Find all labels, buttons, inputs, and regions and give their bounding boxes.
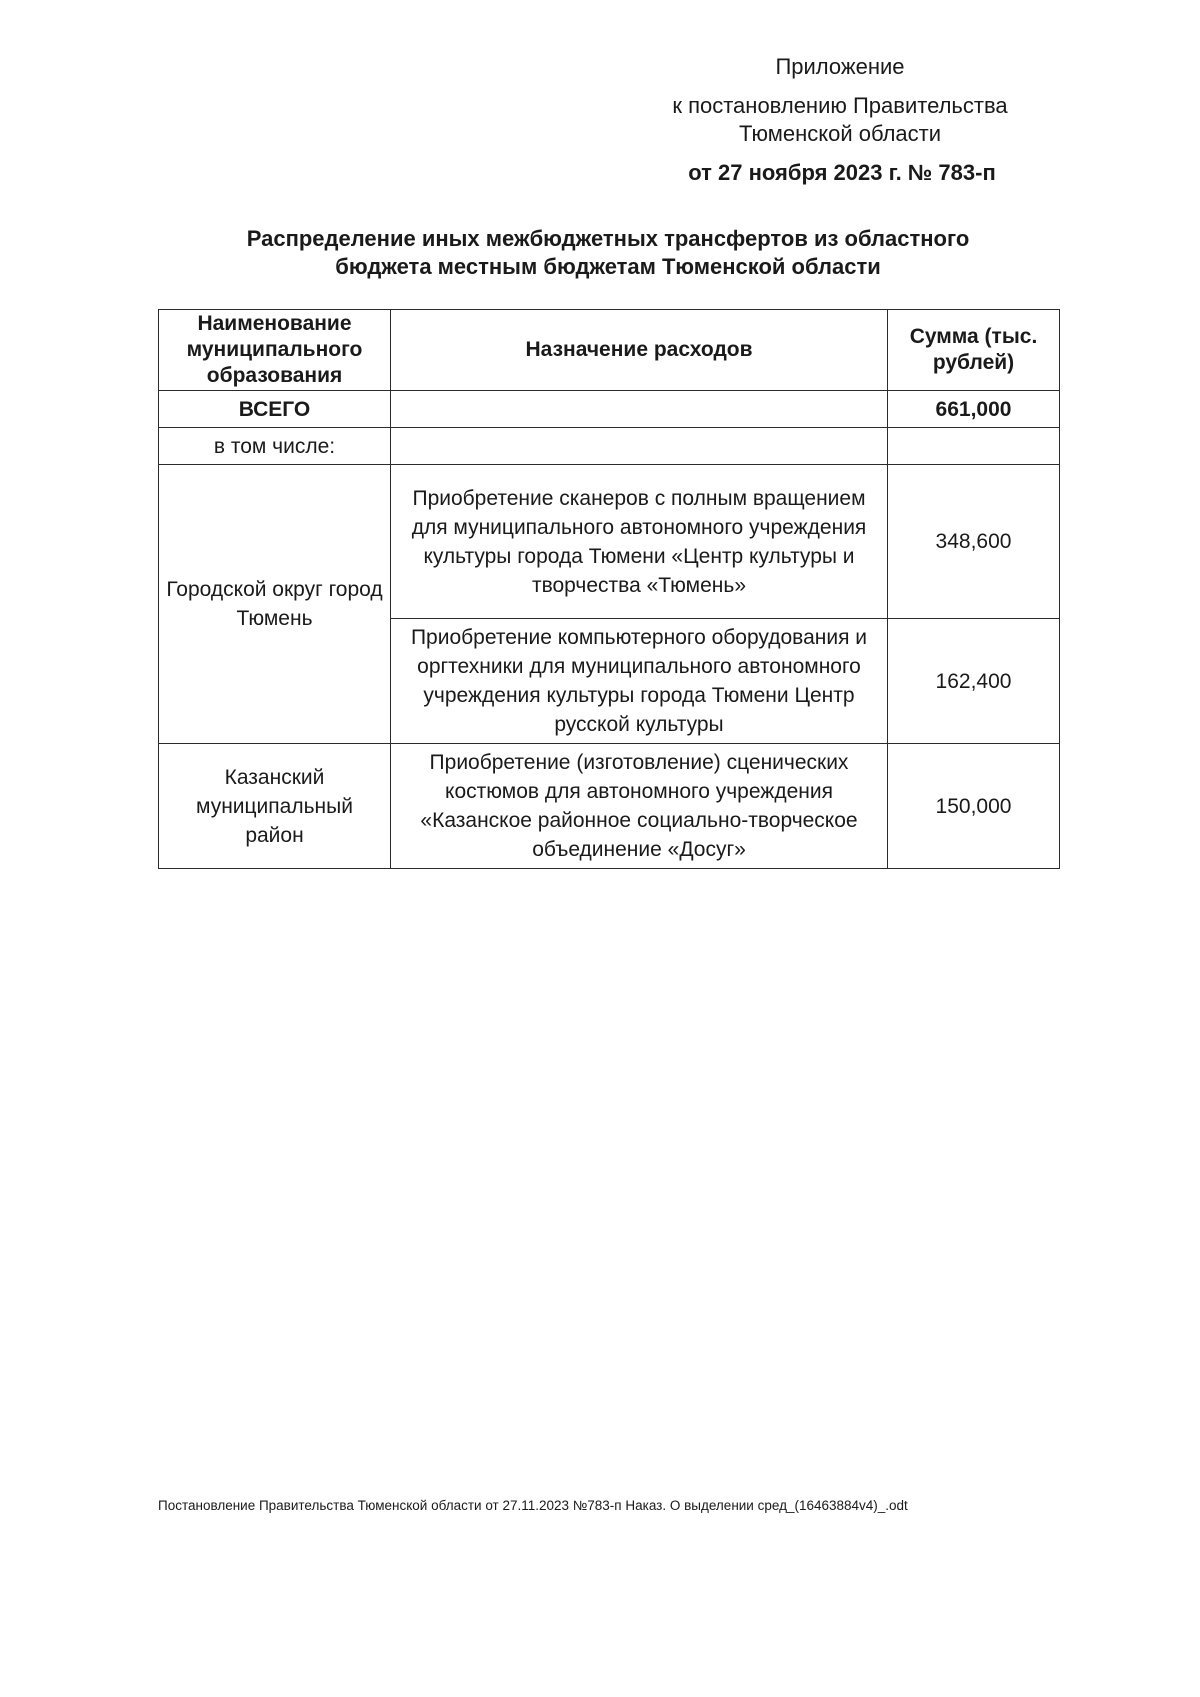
amount-cell: 162,400	[888, 619, 1060, 744]
total-amount: 661,000	[888, 391, 1060, 428]
municipality-tyumen: Городской округ город Тюмень	[159, 465, 391, 744]
header-purpose: Назначение расходов	[391, 310, 888, 391]
including-label: в том числе:	[159, 428, 391, 465]
title-line-2: бюджета местным бюджетам Тюменской области	[335, 254, 881, 279]
allocation-table	[158, 309, 1060, 869]
table-row	[159, 465, 1060, 619]
document-footer: Постановление Правительства Тюменской области от 27.11.2023 №783-п Наказ. О выделении сред_(16463884v4)_.odt	[158, 1498, 908, 1513]
header-municipality: Наименование муниципального образования	[159, 310, 391, 391]
appendix-label: Приложение	[775, 54, 905, 79]
total-label: ВСЕГО	[159, 391, 391, 428]
header-amount: Сумма (тыс. рублей)	[888, 310, 1060, 391]
municipality-kazansky: Казанский муниципальный район	[159, 744, 391, 869]
total-row	[159, 391, 1060, 428]
amount-cell: 150,000	[888, 744, 1060, 869]
purpose-cell: Приобретение сканеров с полным вращением для муниципального автономного учреждения культуры города Тюмени «Центр культуры и творчества «Тюмень»	[391, 465, 888, 619]
title-line-1: Распределение иных межбюджетных трансфертов из областного	[246, 226, 970, 251]
total-purpose	[391, 391, 888, 428]
including-row	[159, 428, 1060, 465]
purpose-cell: Приобретение (изготовление) сценических костюмов для автономного учреждения «Казанское районное социально-творческое объединение «Досуг»	[391, 744, 888, 869]
table-header-row	[159, 310, 1060, 391]
including-amount-empty	[888, 428, 1060, 465]
region-name: Тюменской области	[738, 121, 942, 146]
amount-cell: 348,600	[888, 465, 1060, 619]
including-purpose-empty	[391, 428, 888, 465]
document-title	[160, 225, 1056, 281]
purpose-cell: Приобретение компьютерного оборудования и оргтехники для муниципального автономного учреждения культуры города Тюмени Центр русской культуры	[391, 619, 888, 744]
resolution-date-number: от 27 ноября 2023 г. № 783-п	[688, 160, 996, 185]
resolution-reference: к постановлению Правительства	[672, 93, 1008, 118]
table-row	[159, 744, 1060, 869]
